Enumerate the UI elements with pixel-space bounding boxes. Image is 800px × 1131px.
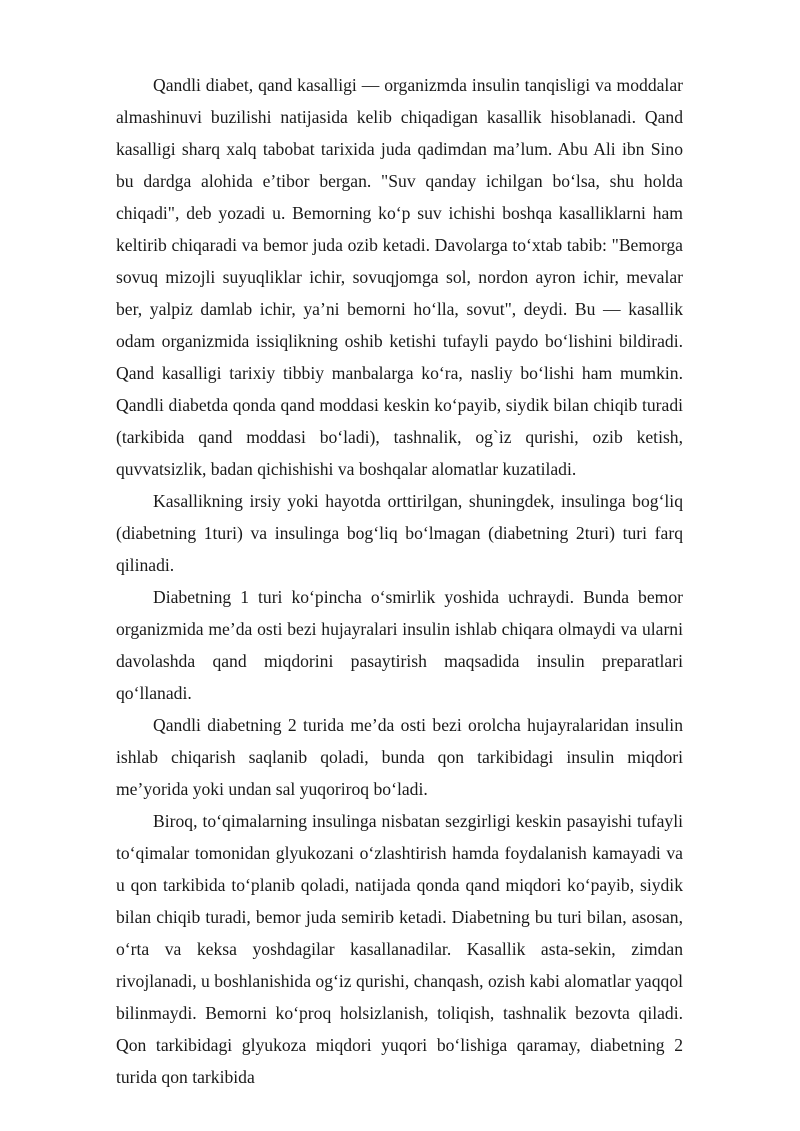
paragraph-type-1: Diabetning 1 turi koʻpincha oʻsmirlik yoshida uchraydi. Bunda bemor organizmida meʼda osti bezi hujayralari insulin ishlab chiqara olmaydi va ularni davolashda qand miqdorini pasaytirish maqsadida insulin preparatlari qoʻllanadi. xyxy=(116,587,683,703)
paragraph-tissue-sensitivity: Biroq, toʻqimalarning insulinga nisbatan sezgirligi keskin pasayishi tufayli toʻqimalar tomonidan glyukozani oʻzlashtirish hamda foydalanish kamayadi va u qon tarkibida toʻplanib qoladi, natijada qonda qand miqdori koʻpayib, siydik bilan chiqib turadi, bemor juda semirib ketadi. Diabetning bu turi bilan, asosan, oʻrta va keksa yoshdagilar kasallanadilar. Kasallik asta-sekin, zimdan rivojlanadi, u boshlanishida ogʻiz qurishi, chanqash, ozish kabi alomatlar yaqqol bilinmaydi. Bemorni koʻproq holsizlanish, toliqish, tashnalik bezovta qiladi. Qon tarkibidagi glyukoza miqdori yuqori boʻlishiga qaramay, diabetning 2 turida qon tarkibida xyxy=(116,811,683,1087)
paragraph-diabetes-types: Kasallikning irsiy yoki hayotda orttirilgan, shuningdek, insulinga bogʻliq (diabetning 1turi) va insulinga bogʻliq boʻlmagan (diabetning 2turi) turi farq qilinadi. xyxy=(116,491,683,575)
document-page xyxy=(116,69,683,1093)
paragraph-type-2: Qandli diabetning 2 turida meʼda osti bezi orolcha hujayralaridan insulin ishlab chiqarish saqlanib qoladi, bunda qon tarkibidagi insulin miqdori meʼyorida yoki undan sal yuqoriroq boʻladi. xyxy=(116,715,683,799)
paragraph-diabetes-intro: Qandli diabet, qand kasalligi — organizmda insulin tanqisligi va moddalar almashinuvi buzilishi natijasida kelib chiqadigan kasallik hisoblanadi. Qand kasalligi sharq xalq tabobat tarixida juda qadimdan maʼlum. Abu Ali ibn Sino bu dardga alohida eʼtibor bergan. "Suv qanday ichilgan boʻlsa, shu holda chiqadi", deb yozadi u. Bemorning koʻp suv ichishi boshqa kasalliklarni ham keltirib chiqaradi va bemor juda ozib ketadi. Davolarga toʻxtab tabib: "Bemorga sovuq mizojli suyuqliklar ichir, sovuqjomga sol, nordon ayron ichir, mevalar ber, yalpiz damlab ichir, yaʼni bemorni hoʻlla, sovut", deydi. Bu — kasallik odam organizmida issiqlikning oshib ketishi tufayli paydo boʻlishini bildiradi. Qand kasalligi tarixiy tibbiy manbalarga koʻra, nasliy boʻlishi ham mumkin. Qandli diabetda qonda qand moddasi keskin koʻpayib, siydik bilan chiqib turadi (tarkibida qand moddasi boʻladi), tashnalik, og`iz qurishi, ozib ketish, quvvatsizlik, badan qichishishi va boshqalar alomatlar kuzatiladi. xyxy=(116,75,683,479)
